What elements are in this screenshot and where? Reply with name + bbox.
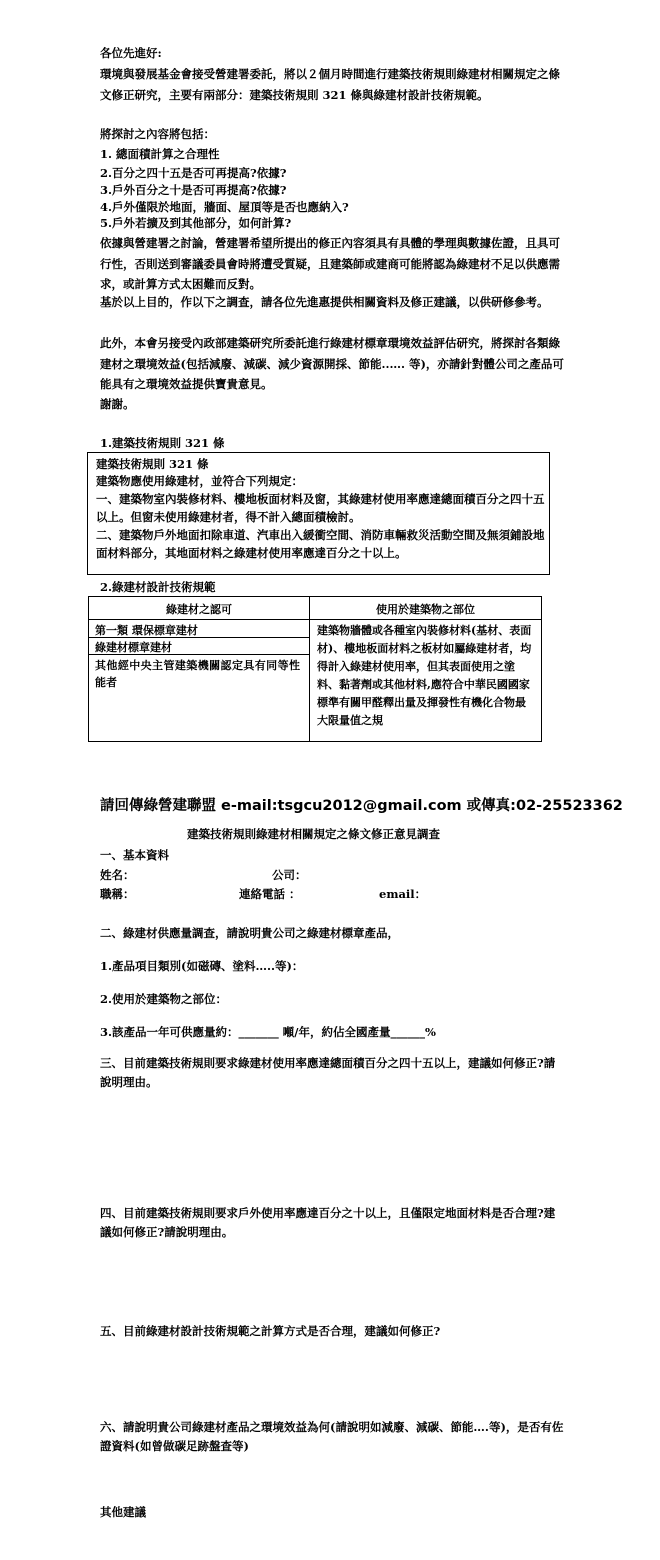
topic-item-2: 2.百分之四十五是否可再提高?依據?	[100, 166, 287, 180]
phone-label: 連絡電話 ：	[239, 887, 301, 901]
question-3: 三、目前建築技術規則要求綠建材使用率應達總面積百分之四十五以上，建議如何修正?請說明理由。	[100, 1056, 556, 1089]
question-5: 五、目前綠建材設計技術規範之計算方式是否合理，建議如何修正?	[100, 1324, 441, 1338]
intro-paragraph-2: 依據與營建署之討論，營建署希望所提出的修正內容須具有具體的學理與數據佐證，且具可行性，否則送到審議委員會時將遭受質疑，且建築師或建商可能將認為綠建材不足以供應需求，或計算方式太困難而反對。	[100, 236, 560, 291]
reply-instruction: 請回傳綠營建聯盟 e-mail:tsgcu2012@gmail.com 或傳真:02-25523362	[100, 798, 623, 814]
table-header-left: 綠建材之認可	[166, 603, 232, 616]
email-label: email：	[379, 887, 427, 901]
regulation-box-title: 建築技術規則 321 條	[96, 457, 209, 471]
section-1-heading: 1.建築技術規則 321 條	[100, 436, 225, 450]
table-row-3: 其他經中央主管建築機關認定具有同等性能者	[95, 659, 300, 689]
other-suggestions-label: 其他建議	[100, 1505, 146, 1519]
table-right-cell: 建築物牆體或各種室內裝修材料(基材、表面材)、樓地板面材料之板材如屬綠建材者，均得計入綠建材使用率，但其表面使用之塗料、黏著劑或其他材料,應符合中華民國國家標準有關甲醛釋出量及揮發性有機化合物最大限量值之規	[317, 624, 532, 727]
green-material-table	[88, 596, 542, 742]
question-6: 六、請說明貴公司綠建材產品之環境效益為何(請說明如減廢、減碳、節能….等)，是否有佐證資料(如曾做碳足跡盤查等)	[100, 1420, 564, 1453]
name-label: 姓名：	[100, 868, 135, 882]
intro-paragraph-4: 此外，本會另接受內政部建築研究所委託進行綠建材標章環境效益評估研究，將探討各類綠建材之環境效益(包括減廢、減碳、減少資源開採、節能..…. 等)，亦請針對體公司之產品可能具有之環境效益提供寶貴意見。	[100, 336, 564, 391]
regulation-item-2: 二、建築物戶外地面扣除車道、汽車出入緩衝空間、消防車輛救災活動空間及無須鋪設地面材料部分，其地面材料之綠建材使用率應達百分之十以上。	[96, 528, 545, 560]
job-title-label: 職稱：	[100, 887, 135, 901]
section-2-heading: 2.綠建材設計技術規範	[100, 580, 216, 594]
regulation-box-intro: 建築物應使用綠建材，並符合下列規定：	[96, 474, 303, 488]
thanks: 謝謝。	[100, 397, 135, 411]
topic-item-1: 1. 總面積計算之合理性	[100, 147, 220, 161]
intro-paragraph-1: 環境與發展基金會接受營建署委託，將以２個月時間進行建築技術規則綠建材相關規定之條文修正研究，主要有兩部分：建築技術規則 321 條與綠建材設計技術規範。	[100, 67, 560, 102]
table-header-divider	[89, 619, 541, 620]
intro-paragraph-3: 基於以上目的，作以下之調查，請各位先進惠提供相關資料及修正建議，以供研修參考。	[100, 295, 549, 309]
table-header-right: 使用於建築物之部位	[376, 603, 475, 616]
topics-heading: 將探討之內容將包括：	[100, 127, 215, 141]
regulation-item-1: 一、建築物室內裝修材料、樓地板面材料及窗，其綠建材使用率應達總面積百分之四十五以上。但窗未使用綠建材者，得不計入總面積檢討。	[96, 492, 545, 524]
question-4: 四、目前建築技術規則要求戶外使用率應達百分之十以上，且僅限定地面材料是否合理?建議如何修正?請說明理由。	[100, 1206, 556, 1239]
table-row-2: 綠建材標章建材	[95, 641, 172, 654]
question-2-item-3: 3.該產品一年可供應量約：_______ 噸/年，約佔全國產量______%	[100, 1025, 436, 1039]
question-2-item-1: 1.產品項目類別(如磁磚、塗料…..等)：	[100, 959, 304, 973]
table-row-1: 第一類 環保標章建材	[95, 624, 198, 637]
topic-item-3: 3.戶外百分之十是否可再提高?依據?	[100, 183, 287, 197]
survey-title: 建築技術規則綠建材相關規定之條文修正意見調查	[187, 827, 440, 841]
greeting: 各位先進好:	[100, 46, 162, 60]
question-2-item-2: 2.使用於建築物之部位：	[100, 992, 228, 1006]
question-2-heading: 二、綠建材供應量調查，請說明貴公司之綠建材標章產品，	[100, 926, 399, 940]
topic-item-4: 4.戶外僅限於地面，牆面、屋頂等是否也應納入?	[100, 200, 349, 214]
regulation-321-box	[87, 452, 550, 575]
company-label: 公司：	[272, 868, 307, 882]
topic-item-5: 5.戶外若擴及到其他部分，如何計算?	[100, 216, 292, 230]
basic-info-heading: 一、基本資料	[100, 848, 169, 862]
